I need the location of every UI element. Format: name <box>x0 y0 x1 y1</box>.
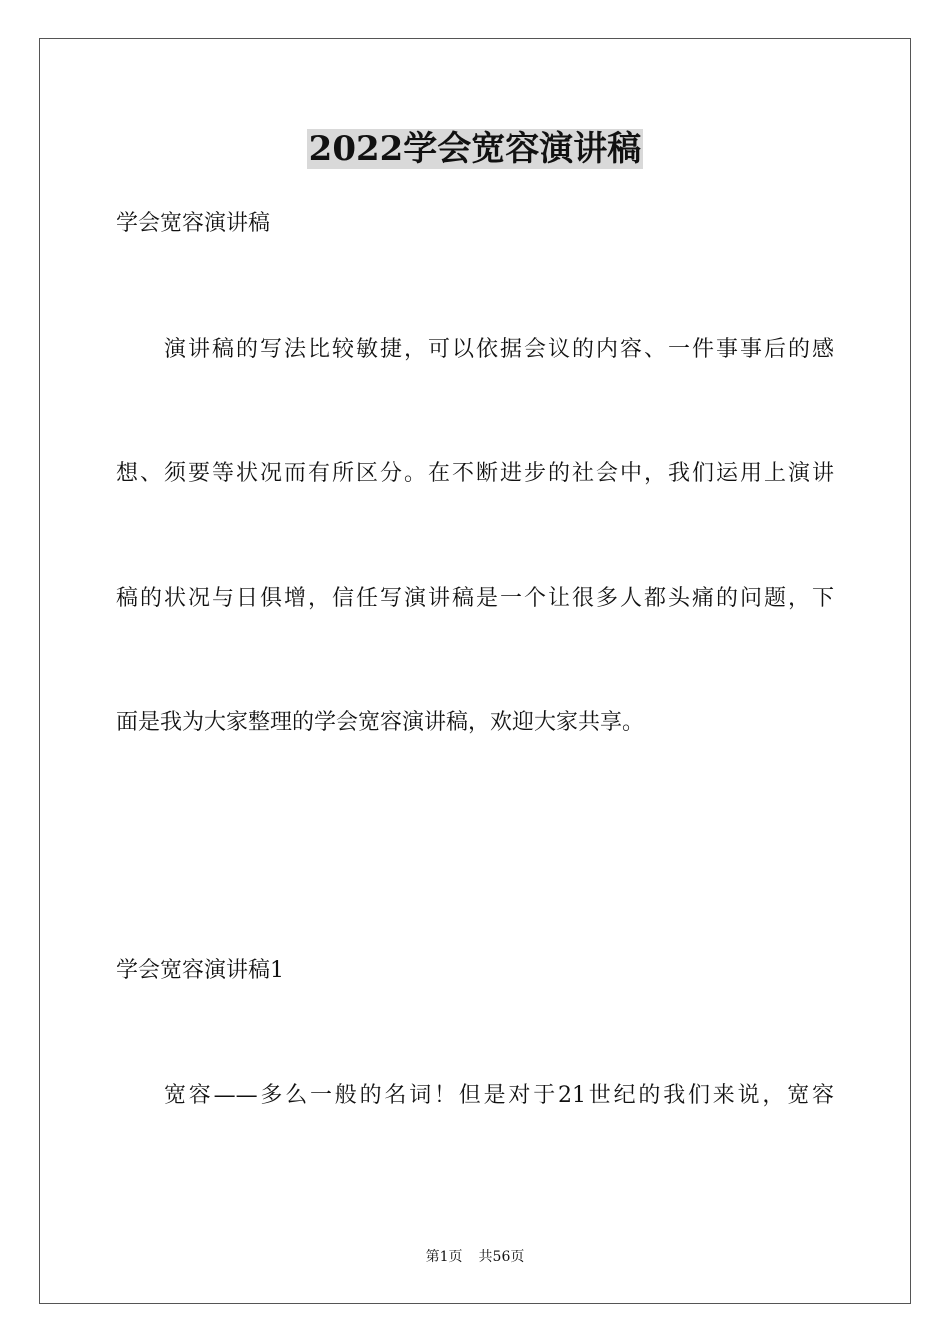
section-line: 宽容——多么一般的名词！但是对于21世纪的我们来说，宽容 <box>164 1083 834 1108</box>
intro-line: 演讲稿的写法比较敏捷，可以依据会议的内容、一件事事后的感 <box>164 337 834 362</box>
document-title-text: 2022学会宽容演讲稿 <box>308 129 642 169</box>
document-subtitle: 学会宽容演讲稿 <box>116 211 271 236</box>
page-total: 共56页 <box>478 1249 525 1265</box>
page-footer <box>0 1248 950 1266</box>
document-title <box>0 127 950 171</box>
intro-line: 面是我为大家整理的学会宽容演讲稿，欢迎大家共享。 <box>116 710 645 735</box>
intro-line: 稿的状况与日俱增，信任写演讲稿是一个让很多人都头痛的问题，下 <box>116 586 834 611</box>
section-heading: 学会宽容演讲稿1 <box>116 958 284 983</box>
page-number: 第1页 <box>425 1249 463 1265</box>
intro-line: 想、须要等状况而有所区分。在不断进步的社会中，我们运用上演讲 <box>116 461 834 486</box>
